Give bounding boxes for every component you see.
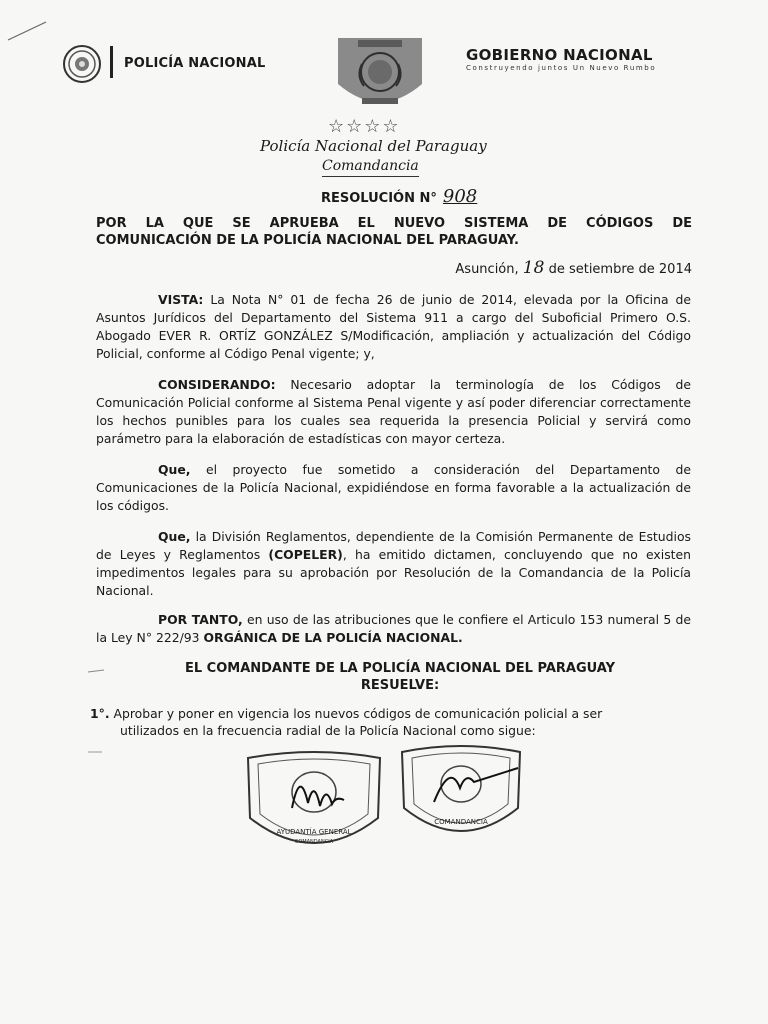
gobierno-nacional-logo — [466, 46, 696, 72]
gobierno-nacional-tagline: Construyendo juntos Un Nuevo Rumbo — [466, 64, 657, 72]
resolution-title — [321, 186, 477, 207]
gobierno-nacional-label: GOBIERNO NACIONAL — [466, 46, 653, 64]
que2-text-a: la División Reglamentos, dependiente de la Comisión Permanente de Estudios de Leyes y Reglamentos — [96, 529, 691, 562]
comandancia-seal — [394, 742, 528, 848]
commander-resuelve: RESUELVE: — [360, 678, 440, 693]
vista-text: La Nota N° 01 de fecha 26 de junio de 2014, elevada por la Oficina de Asuntos Jurídicos del Departamento del Sistema 911 a cargo del Suboficial Primero O.S. Abogado EVER R. ORTÍZ GONZÁLEZ S/Modificación, ampliación y actualización del Código Policial, conforme al Código Penal vigente; y, — [96, 292, 691, 361]
commander-line1: EL COMANDANTE DE LA POLICÍA NACIONAL DEL PARAGUAY — [184, 661, 616, 676]
item1-number: 1°. — [90, 706, 110, 721]
vista-label: VISTA: — [158, 292, 204, 307]
que2-text-b: , ha emitido dictamen, concluyendo que no existen impedimentos legales para su aprobación por Resolución de la Comandancia de la Policía Nacional. — [96, 547, 691, 598]
police-crest-icon — [332, 34, 428, 114]
policia-nacional-emblem-icon — [62, 44, 102, 84]
resolution-label: RESOLUCIÓN N° — [321, 191, 437, 206]
policia-nacional-label: POLICÍA NACIONAL — [124, 56, 266, 71]
considerando-text: Necesario adoptar la terminología de los Códigos de Comunicación Policial conforme al Sistema Penal vigente y así poder diferenciar correctamente los hechos punibles para los cuales sea requerida la presencia Policial y servirá como parámetro para la elaboración de estadísticas con mayor certeza. — [96, 377, 691, 446]
seal-right-text: COMANDANCIA — [434, 818, 488, 826]
que1-label: Que, — [158, 462, 191, 477]
item1-line1: Aprobar y poner en vigencia los nuevos códigos de comunicación policial a ser — [113, 706, 603, 721]
date-rest: de setiembre de 2014 — [548, 262, 692, 277]
paragraph-vista — [96, 291, 691, 363]
portanto-label: POR TANTO, — [158, 612, 243, 627]
que2-copeler: (COPELER) — [268, 547, 343, 562]
que2-label: Que, — [158, 529, 191, 544]
paragraph-que-2 — [96, 528, 691, 600]
date-place: Asunción, — [455, 262, 519, 277]
document-date — [455, 258, 692, 278]
seal-left-sub: COMANDANCIA — [294, 839, 334, 845]
que1-text: el proyecto fue sometido a consideración del Departamento de Comunicaciones de la Policía Nacional, expidiéndose en forma favorable a la actualización de los códigos. — [96, 462, 691, 513]
header-divider — [110, 46, 113, 78]
ayudantia-general-seal — [240, 748, 388, 860]
heading-line2: COMUNICACIÓN DE LA POLICÍA NACIONAL DEL PARAGUAY. — [96, 233, 519, 248]
resolution-number: 908 — [442, 186, 478, 207]
paragraph-que-1 — [96, 461, 691, 515]
script-heading-line1: Policía Nacional del Paraguay — [260, 137, 487, 155]
commander-heading — [140, 660, 660, 694]
paragraph-por-tanto — [96, 611, 691, 647]
portanto-text: en uso de las atribuciones que le confiere el Articulo 153 numeral 5 de la Ley N° 222/93 — [96, 612, 691, 645]
heading-line1: POR LA QUE SE APRUEBA EL NUEVO SISTEMA DE CÓDIGOS DE — [96, 216, 692, 231]
portanto-law-name: ORGÁNICA DE LA POLICÍA NACIONAL. — [203, 630, 463, 645]
seal-left-text: AYUDANTÍA GENERAL — [276, 828, 352, 836]
rank-stars: ☆☆☆☆ — [328, 116, 401, 137]
date-day: 18 — [522, 258, 545, 278]
paragraph-considerando — [96, 376, 691, 448]
document-heading — [96, 215, 692, 249]
script-heading-line2: Comandancia — [322, 158, 419, 177]
resolution-item-1 — [90, 705, 690, 739]
considerando-label: CONSIDERANDO: — [158, 377, 276, 392]
item1-line2: utilizados en la frecuencia radial de la Policía Nacional como sigue: — [120, 723, 536, 738]
